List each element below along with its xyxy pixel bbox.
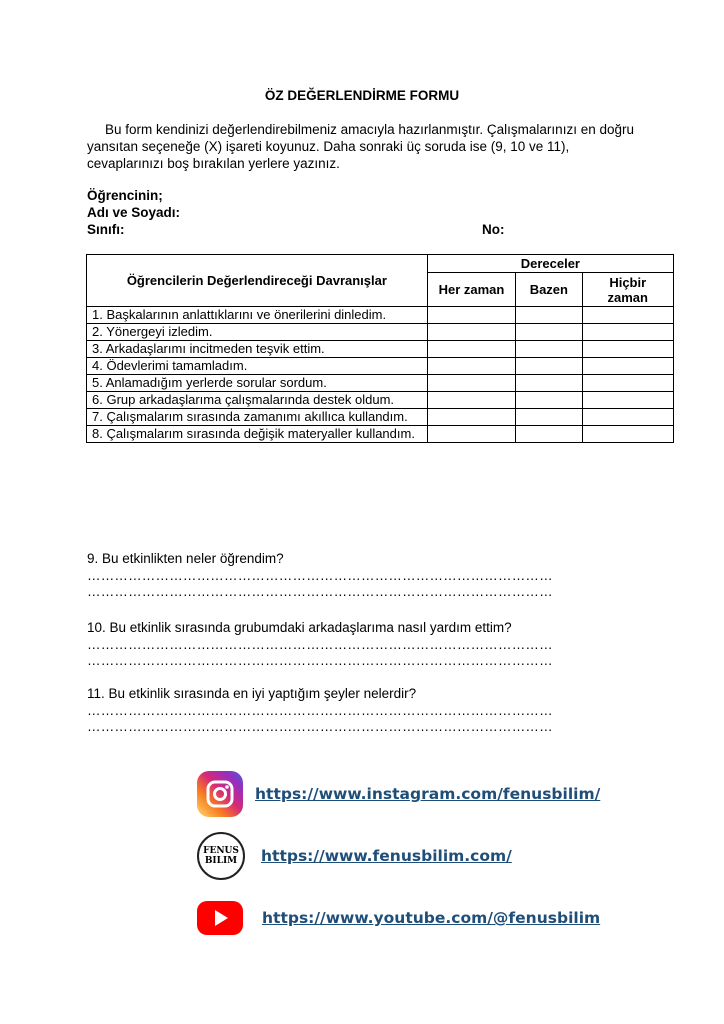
name-label: Adı ve Soyadı:: [87, 205, 181, 220]
instagram-link[interactable]: https://www.instagram.com/fenusbilim/: [255, 785, 601, 803]
class-label: Sınıfı:: [87, 222, 125, 237]
table-row: [87, 426, 674, 443]
logo-text-top: FENUS: [203, 846, 239, 856]
number-label: No:: [482, 222, 505, 237]
sometimes-cell[interactable]: [516, 307, 582, 324]
class-row: [87, 221, 647, 238]
never-cell[interactable]: [582, 341, 674, 358]
sometimes-header: Bazen: [516, 273, 582, 307]
youtube-link-row: [197, 894, 600, 942]
answer-line[interactable]: …………………………………………………………………………………………: [87, 719, 553, 734]
question-text: 9. Bu etkinlikten neler öğrendim?: [87, 551, 284, 566]
never-header: Hiçbir zaman: [582, 273, 674, 307]
answer-line[interactable]: …………………………………………………………………………………………: [87, 703, 553, 718]
table-row: [87, 307, 674, 324]
answer-line[interactable]: …………………………………………………………………………………………: [87, 584, 553, 599]
question-9: [87, 551, 647, 600]
sometimes-cell[interactable]: [516, 426, 582, 443]
question-11: [87, 686, 647, 735]
instagram-icon[interactable]: [197, 771, 243, 817]
question-10: [87, 620, 647, 669]
never-cell[interactable]: [582, 375, 674, 392]
evaluation-table: [86, 254, 674, 443]
never-cell[interactable]: [582, 324, 674, 341]
sometimes-cell[interactable]: [516, 375, 582, 392]
question-text: 10. Bu etkinlik sırasında grubumdaki arkadaşlarıma nasıl yardım ettim?: [87, 620, 512, 635]
answer-line[interactable]: …………………………………………………………………………………………: [87, 653, 553, 668]
website-link-row: [197, 832, 512, 880]
never-cell[interactable]: [582, 392, 674, 409]
page-title: ÖZ DEĞERLENDİRME FORMU: [264, 88, 460, 103]
youtube-icon[interactable]: [197, 901, 243, 935]
table-row: [87, 375, 674, 392]
never-cell[interactable]: [582, 409, 674, 426]
table-row: [87, 409, 674, 426]
behavior-item: 1. Başkalarının anlattıklarını ve önerilerini dinledim.: [87, 307, 428, 324]
always-cell[interactable]: [427, 392, 515, 409]
sometimes-cell[interactable]: [516, 341, 582, 358]
behavior-item: 5. Anlamadığım yerlerde sorular sordum.: [87, 375, 428, 392]
behavior-item: 3. Arkadaşlarımı incitmeden teşvik ettim.: [87, 341, 428, 358]
degrees-header: Dereceler: [427, 255, 673, 273]
behavior-item: 7. Çalışmalarım sırasında zamanımı akıllıca kullandım.: [87, 409, 428, 426]
answer-line[interactable]: …………………………………………………………………………………………: [87, 637, 553, 652]
never-cell[interactable]: [582, 426, 674, 443]
table-row: [87, 341, 674, 358]
youtube-link[interactable]: https://www.youtube.com/@fenusbilim: [262, 909, 601, 927]
instagram-link-row: [197, 770, 600, 818]
sometimes-cell[interactable]: [516, 392, 582, 409]
always-cell[interactable]: [427, 375, 515, 392]
always-cell[interactable]: [427, 307, 515, 324]
behaviors-header: Öğrencilerin Değerlendireceği Davranışlar: [87, 255, 428, 307]
behavior-item: 8. Çalışmalarım sırasında değişik materyaller kullandım.: [87, 426, 428, 443]
intro-text-block: [87, 121, 647, 172]
question-text: 11. Bu etkinlik sırasında en iyi yaptığım şeyler nelerdir?: [87, 686, 417, 701]
always-header: Her zaman: [427, 273, 515, 307]
always-cell[interactable]: [427, 426, 515, 443]
never-cell[interactable]: [582, 358, 674, 375]
sometimes-cell[interactable]: [516, 358, 582, 375]
sometimes-cell[interactable]: [516, 324, 582, 341]
fenusbilim-logo-icon[interactable]: [197, 832, 245, 880]
sometimes-cell[interactable]: [516, 409, 582, 426]
behavior-item: 6. Grup arkadaşlarıma çalışmalarında destek oldum.: [87, 392, 428, 409]
always-cell[interactable]: [427, 409, 515, 426]
student-info: [87, 187, 647, 238]
logo-text-bottom: BILIM: [204, 856, 238, 866]
always-cell[interactable]: [427, 324, 515, 341]
table-row: [87, 358, 674, 375]
website-link[interactable]: https://www.fenusbilim.com/: [261, 847, 512, 865]
table-row: [87, 324, 674, 341]
answer-line[interactable]: …………………………………………………………………………………………: [87, 568, 553, 583]
behavior-item: 2. Yönergeyi izledim.: [87, 324, 428, 341]
never-cell[interactable]: [582, 307, 674, 324]
student-heading: Öğrencinin;: [87, 188, 163, 203]
intro-paragraph: Bu form kendinizi değerlendirebilmeniz amacıyla hazırlanmıştır. Çalışmalarınızı en doğru yansıtan seçeneğe (X) işareti koyunuz. Daha sonraki üç soruda ise (9, 10 ve 11), cevaplarınızı boş bırakılan yerlere yazınız.: [87, 122, 634, 171]
table-row: [87, 392, 674, 409]
behavior-item: 4. Ödevlerimi tamamladım.: [87, 358, 428, 375]
always-cell[interactable]: [427, 358, 515, 375]
always-cell[interactable]: [427, 341, 515, 358]
